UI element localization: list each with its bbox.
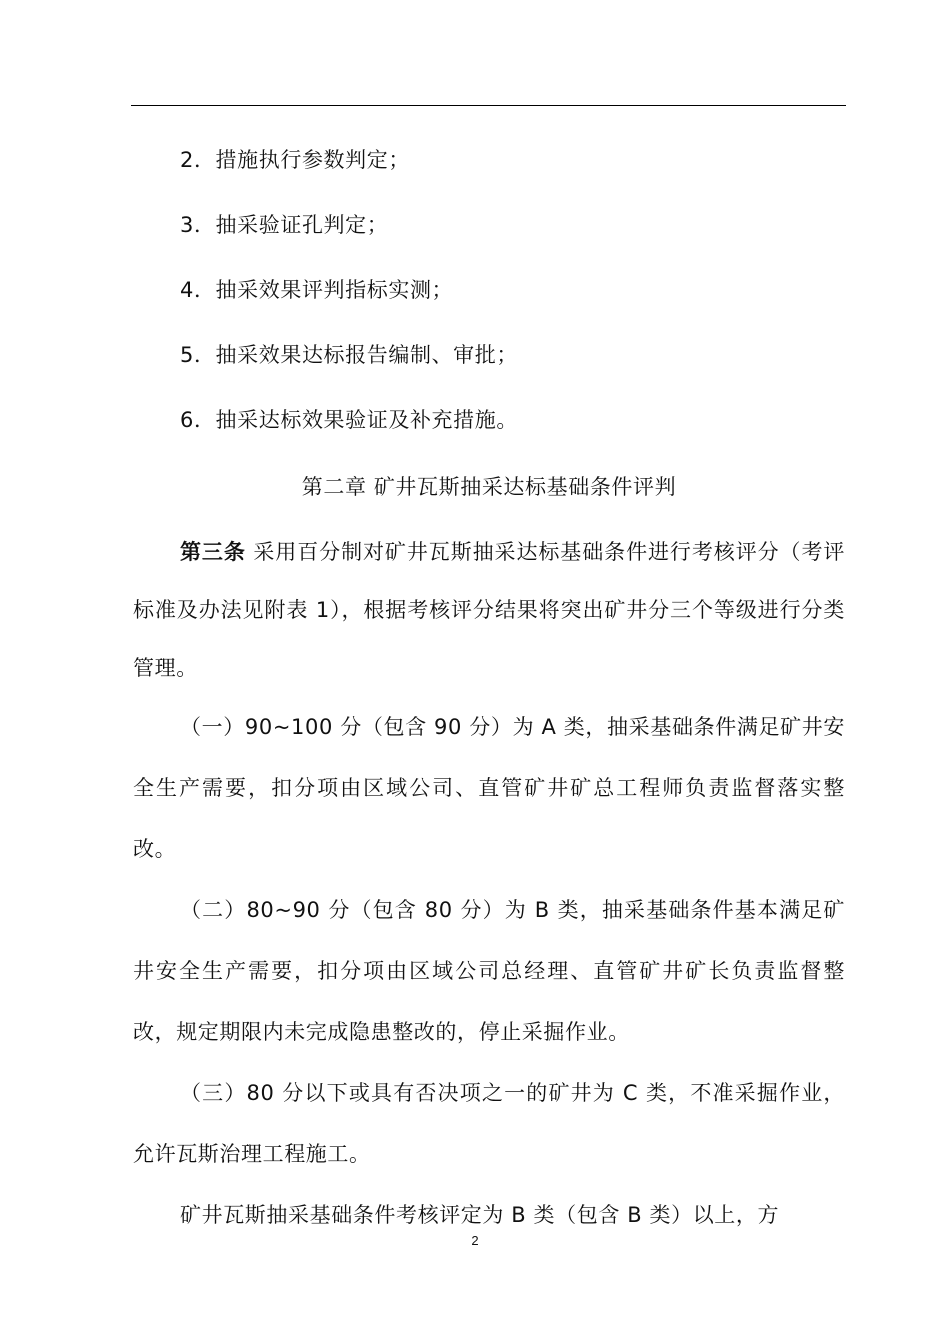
paragraph-class-c: （三）80 分以下或具有否决项之一的矿井为 C 类，不准采掘作业，允许瓦斯治理工程施工。: [133, 1081, 845, 1166]
chapter-title: 第二章 矿井瓦斯抽采达标基础条件评判: [301, 475, 677, 499]
article-lead: 第三条: [180, 540, 246, 564]
paragraph-class-a: （一）90~100 分（包含 90 分）为 A 类，抽采基础条件满足矿井安全生产需要，扣分项由区域公司、直管矿井矿总工程师负责监督落实整改。: [133, 715, 845, 861]
header-rule: [131, 105, 846, 106]
list-item: 4．抽采效果评判指标实测；: [180, 278, 454, 302]
page-number: 2: [471, 1233, 479, 1248]
paragraph-conclusion: 矿井瓦斯抽采基础条件考核评定为 B 类（包含 B 类）以上，方: [180, 1203, 780, 1227]
list-item: 3．抽采验证孔判定；: [180, 213, 389, 237]
list-item: 2．措施执行参数判定；: [180, 148, 410, 172]
list-item: 5．抽采效果达标报告编制、审批；: [180, 343, 518, 367]
article-paragraph: [133, 523, 845, 697]
list-item: 6．抽采达标效果验证及补充措施。: [180, 408, 518, 432]
document-body: [133, 138, 845, 1246]
paragraph-class-b: （二）80~90 分（包含 80 分）为 B 类，抽采基础条件基本满足矿井安全生产需要，扣分项由区域公司总经理、直管矿井矿长负责监督整改，规定期限内未完成隐患整改的，停止采掘作业。: [133, 898, 845, 1044]
article-body: 采用百分制对矿井瓦斯抽采达标基础条件进行考核评分（考评标准及办法见附表 1），根据考核评分结果将突出矿井分三个等级进行分类管理。: [133, 540, 845, 680]
